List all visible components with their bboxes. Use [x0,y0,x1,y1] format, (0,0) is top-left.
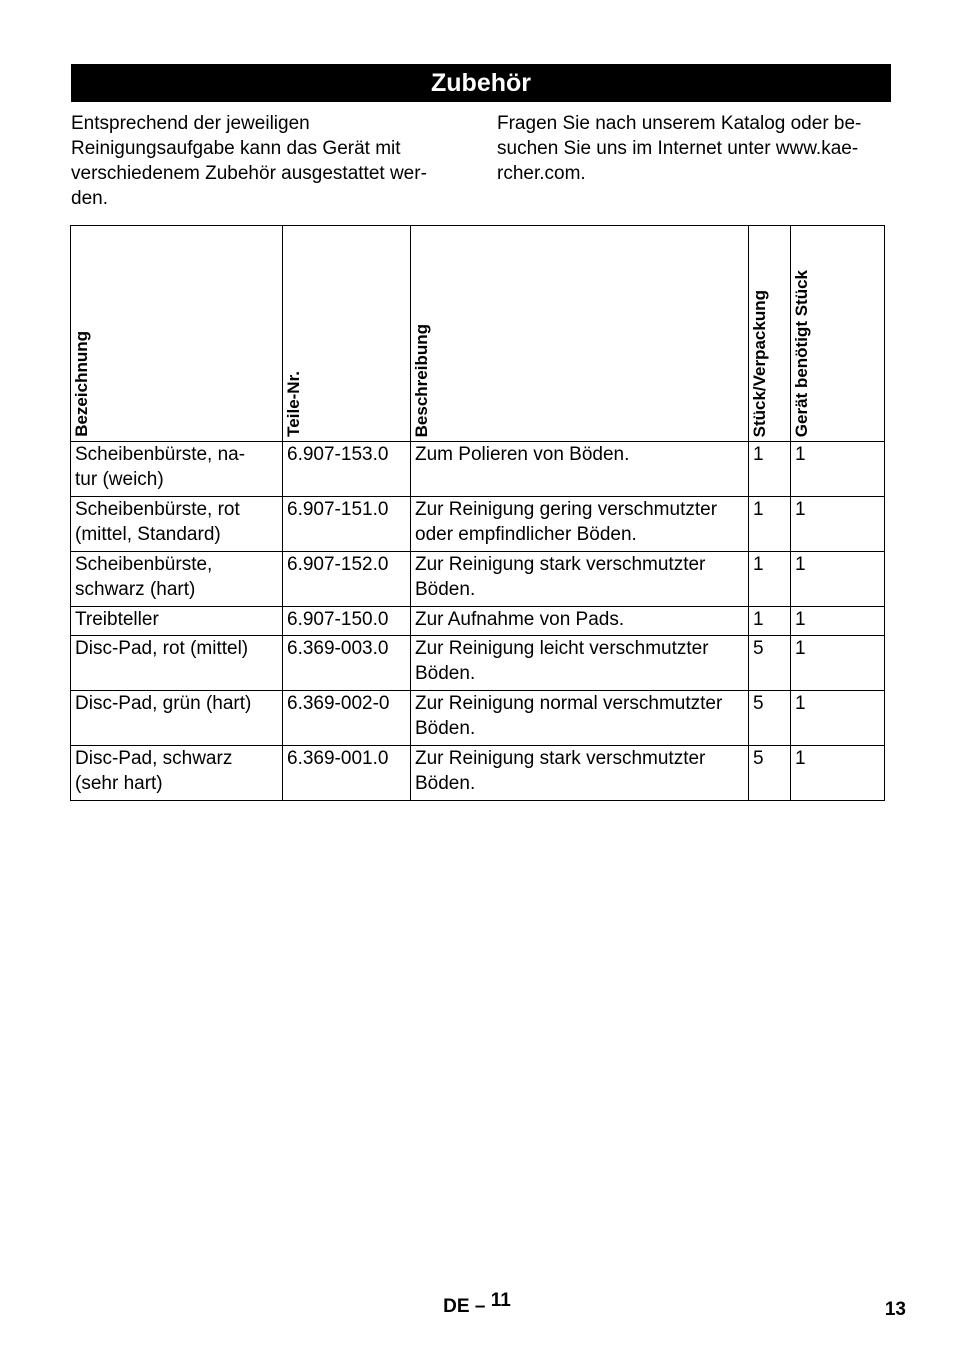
line: tur (weich) [75,469,164,490]
intro-left-line: verschiedenem Zubehör ausgestattet wer- [71,163,427,184]
page-number: 13 [884,1299,906,1320]
table-row [71,746,885,801]
cell-name [71,442,283,497]
line: schwarz (hart) [75,579,196,600]
cell-desc [411,607,749,636]
line: Böden. [415,579,476,600]
line: Zur Reinigung leicht verschmutzter [415,638,709,659]
line: Böden. [415,718,476,739]
cell-desc [411,497,749,552]
table-row [71,442,885,497]
header-label: Stück/Verpackung [750,289,769,437]
cell-part: 6.907-151.0 [283,497,411,552]
table-row [71,497,885,552]
cell-name [71,746,283,801]
cell-name [71,691,283,746]
cell-desc [411,691,749,746]
header-stueck-verpackung [749,226,791,442]
header-geraet-benoetigt-stueck [791,226,885,442]
line: (sehr hart) [75,773,163,794]
footer-dash: – [474,1296,486,1317]
intro-left-line: Reinigungsaufgabe kann das Gerät mit [71,138,401,159]
footer-language: DE [443,1296,470,1317]
line: Böden. [415,773,476,794]
cell-desc [411,746,749,801]
cell-name [71,497,283,552]
header-beschreibung [411,226,749,442]
cell-part: 6.369-001.0 [283,746,411,801]
cell-pack: 1 [749,607,791,636]
cell-need: 1 [791,691,885,746]
cell-part: 6.369-003.0 [283,636,411,691]
line: Zur Reinigung stark verschmutzter [415,748,706,769]
header-label: Bezeichnung [72,331,91,437]
intro-right-line: suchen Sie uns im Internet unter www.kae- [497,138,859,159]
line: oder empfindlicher Böden. [415,524,637,545]
line: Zum Polieren von Böden. [415,444,630,465]
line: Disc-Pad, schwarz [75,748,233,769]
table-header-row [71,226,885,442]
cell-part: 6.907-153.0 [283,442,411,497]
table-row [71,552,885,607]
cell-desc [411,636,749,691]
intro-right-line: rcher.com. [497,163,586,184]
accessories-table [70,225,885,801]
page-title: Zubehör [71,64,891,102]
line: Böden. [415,663,476,684]
cell-pack: 1 [749,497,791,552]
intro-left-line: den. [71,188,108,209]
footer-section-label [0,1290,954,1318]
cell-part: 6.907-150.0 [283,607,411,636]
cell-pack: 5 [749,636,791,691]
intro-left-paragraph [71,111,463,211]
cell-need: 1 [791,636,885,691]
cell-pack: 5 [749,691,791,746]
header-label: Teile-Nr. [284,371,303,437]
intro-left-line: Entsprechend der jeweiligen [71,113,310,134]
cell-need: 1 [791,552,885,607]
line: Treibteller [75,609,159,630]
cell-part: 6.369-002-0 [283,691,411,746]
table-row [71,607,885,636]
cell-name [71,636,283,691]
header-label: Beschreibung [412,323,431,437]
cell-part: 6.907-152.0 [283,552,411,607]
header-bezeichnung [71,226,283,442]
cell-need: 1 [791,607,885,636]
line: Zur Reinigung gering verschmutzter [415,499,718,520]
line: Disc-Pad, grün (hart) [75,693,252,714]
cell-pack: 1 [749,552,791,607]
line: Disc-Pad, rot (mittel) [75,638,249,659]
table-row [71,691,885,746]
cell-pack: 5 [749,746,791,801]
intro-right-paragraph [497,111,889,186]
cell-need: 1 [791,497,885,552]
table-row [71,636,885,691]
cell-pack: 1 [749,442,791,497]
line: Zur Reinigung normal verschmutzter [415,693,723,714]
cell-desc [411,552,749,607]
line: Scheibenbürste, na- [75,444,246,465]
cell-need: 1 [791,442,885,497]
line: Scheibenbürste, [75,554,213,575]
cell-desc [411,442,749,497]
footer-section-page: 11 [490,1290,511,1311]
cell-need: 1 [791,746,885,801]
line: Zur Aufnahme von Pads. [415,609,625,630]
header-teile-nr [283,226,411,442]
line: Scheibenbürste, rot [75,499,240,520]
line: Zur Reinigung stark verschmutzter [415,554,706,575]
line: (mittel, Standard) [75,524,221,545]
cell-name [71,607,283,636]
intro-right-line: Fragen Sie nach unserem Katalog oder be- [497,113,862,134]
cell-name [71,552,283,607]
header-label: Gerät benötigt Stück [792,269,811,437]
